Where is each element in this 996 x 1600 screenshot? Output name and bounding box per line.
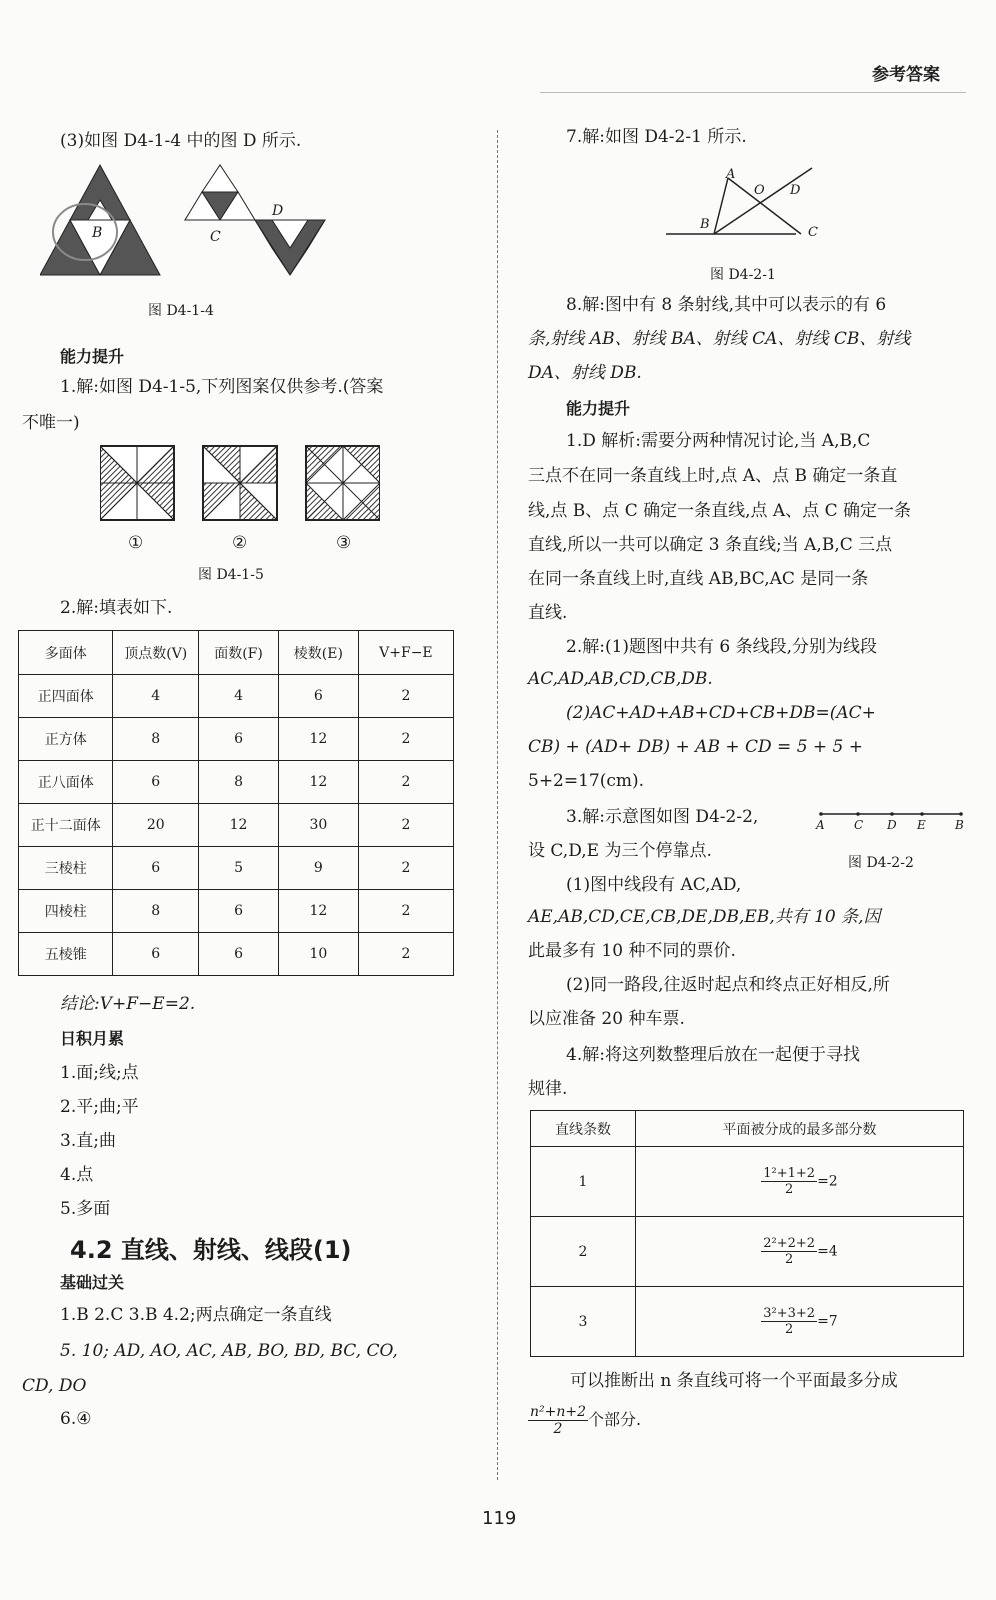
table-cell: 5 xyxy=(199,847,279,890)
ability-r3-line2: 设 C,D,E 为三个停靠点. xyxy=(528,841,712,861)
ability-r2-line4: CB) + (AD+ DB) + AB + CD = 5 + 5 + xyxy=(528,737,864,757)
fraction-result: =2 xyxy=(817,1173,838,1190)
answer-7: 7.解:如图 D4-2-1 所示. xyxy=(566,127,747,147)
ability-r4-line3: 可以推断出 n 条直线可将一个平面最多分成 xyxy=(570,1371,898,1391)
ability-r3-line1: 3.解:示意图如图 D4-2-2, xyxy=(566,807,759,827)
table-cell: 30 xyxy=(278,804,358,847)
basic-5-line2: CD, DO xyxy=(22,1376,87,1396)
fig144-label-d: D xyxy=(272,203,284,219)
answer-8-line1: 8.解:图中有 8 条射线,其中可以表示的有 6 xyxy=(566,295,887,315)
page-number: 119 xyxy=(482,1508,517,1529)
table-row xyxy=(19,718,454,761)
table-cell: 四棱柱 xyxy=(19,890,113,933)
fig221-label-c: C xyxy=(808,225,818,240)
table-cell: 6 xyxy=(199,718,279,761)
lines-table xyxy=(530,1110,964,1357)
fig221-label-b: B xyxy=(700,217,710,232)
table-cell: 8 xyxy=(113,890,199,933)
heading-daily: 日积月累 xyxy=(60,1029,125,1048)
fig222-label-b: B xyxy=(955,818,964,832)
table-cell: 6 xyxy=(278,675,358,718)
table-row xyxy=(531,1147,964,1217)
fig222-label-c: C xyxy=(854,818,864,832)
heading-ability-right: 能力提升 xyxy=(566,399,631,418)
daily-3: 3.直;曲 xyxy=(60,1131,116,1151)
daily-5: 5.多面 xyxy=(60,1199,111,1219)
table-row xyxy=(19,761,454,804)
fig145-number-2: ② xyxy=(232,533,248,553)
fig222-caption: 图 D4-2-2 xyxy=(848,855,914,871)
fig221-label-o: O xyxy=(754,183,765,198)
daily-1: 1.面;线;点 xyxy=(60,1063,139,1083)
answer-3: (3)如图 D4-1-4 中的图 D 所示. xyxy=(60,131,302,151)
table-header: 顶点数(V) xyxy=(113,631,199,675)
table-cell: 6 xyxy=(113,761,199,804)
heading-ability-left: 能力提升 xyxy=(60,347,125,366)
ability-r2-line1: 2.解:(1)题图中共有 6 条线段,分别为线段 xyxy=(566,637,878,657)
table-row xyxy=(19,675,454,718)
table-row xyxy=(19,890,454,933)
table-row xyxy=(19,847,454,890)
header-rule xyxy=(540,92,966,93)
table-cell: 6 xyxy=(113,847,199,890)
fraction-numerator: 1²+1+2 xyxy=(763,1166,816,1181)
ability-r2-line3: (2)AC+AD+AB+CD+CB+DB=(AC+ xyxy=(566,703,876,723)
table-cell: 2 xyxy=(358,761,453,804)
table-row xyxy=(531,1287,964,1357)
table-cell: 正八面体 xyxy=(19,761,113,804)
table-cell: 8 xyxy=(199,761,279,804)
table-cell xyxy=(636,1147,964,1217)
table-cell: 2 xyxy=(358,718,453,761)
table-cell: 三棱柱 xyxy=(19,847,113,890)
final-fraction-numerator: n²+n+2 xyxy=(530,1404,587,1420)
fraction xyxy=(761,1236,817,1267)
table-cell: 3 xyxy=(531,1287,636,1357)
ability-r1-line1: 1.D 解析:需要分两种情况讨论,当 A,B,C xyxy=(566,431,871,451)
table-cell: 12 xyxy=(278,890,358,933)
fig221-label-a: A xyxy=(726,167,736,182)
answer-8-line2: 条,射线 AB、射线 BA、射线 CA、射线 CB、射线 xyxy=(528,329,911,349)
daily-2: 2.平;曲;平 xyxy=(60,1097,139,1117)
table-cell: 9 xyxy=(278,847,358,890)
basic-1-4: 1.B 2.C 3.B 4.2;两点确定一条直线 xyxy=(60,1305,332,1325)
table-cell: 12 xyxy=(278,761,358,804)
table-cell: 6 xyxy=(199,933,279,976)
figure-d4-1-5 xyxy=(100,444,380,524)
ability-r3-line3: (1)图中线段有 AC,AD, xyxy=(566,875,742,895)
table-cell: 8 xyxy=(113,718,199,761)
fig144-caption: 图 D4-1-4 xyxy=(148,303,214,319)
final-fraction-denominator: 2 xyxy=(553,1421,563,1437)
fig222-label-a: A xyxy=(816,818,825,832)
header-title: 参考答案 xyxy=(872,65,940,85)
table-cell: 12 xyxy=(278,718,358,761)
ability-r1-line6: 直线. xyxy=(528,603,568,623)
heading-basic: 基础过关 xyxy=(60,1273,125,1292)
table-cell xyxy=(636,1217,964,1287)
fraction-result: =7 xyxy=(817,1313,838,1330)
table-header: 面数(F) xyxy=(199,631,279,675)
figure-d4-1-4 xyxy=(40,160,330,290)
basic-6: 6.④ xyxy=(60,1409,92,1429)
fraction-result: =4 xyxy=(817,1243,838,1260)
fig221-caption: 图 D4-2-1 xyxy=(710,267,776,283)
daily-4: 4.点 xyxy=(60,1165,94,1185)
table-header: 平面被分成的最多部分数 xyxy=(636,1111,964,1147)
ability-1-line1: 1.解:如图 D4-1-5,下列图案仅供参考.(答案 xyxy=(60,377,384,397)
table-header: 多面体 xyxy=(19,631,113,675)
basic-5-line1: 5. 10; AD, AO, AC, AB, BO, BD, BC, CO, xyxy=(60,1341,398,1361)
column-divider xyxy=(497,130,498,1480)
table-header: 直线条数 xyxy=(531,1111,636,1147)
table-cell: 1 xyxy=(531,1147,636,1217)
table-cell: 10 xyxy=(278,933,358,976)
fig222-label-e: E xyxy=(917,818,926,832)
answer-8-line3: DA、射线 DB. xyxy=(528,363,642,383)
table-cell: 4 xyxy=(199,675,279,718)
fig145-number-1: ① xyxy=(128,533,144,553)
ability-r1-line4: 直线,所以一共可以确定 3 条直线;当 A,B,C 三点 xyxy=(528,535,893,555)
fig144-label-b: B xyxy=(92,225,103,241)
table-cell: 4 xyxy=(113,675,199,718)
fraction xyxy=(761,1306,817,1337)
fraction xyxy=(761,1166,817,1197)
fraction-numerator: 3²+3+2 xyxy=(763,1306,816,1321)
table-cell: 正十二面体 xyxy=(19,804,113,847)
table-header: 棱数(E) xyxy=(278,631,358,675)
fraction-numerator: 2²+2+2 xyxy=(763,1236,816,1251)
table-cell: 6 xyxy=(199,890,279,933)
table-cell: 6 xyxy=(113,933,199,976)
table-cell: 2 xyxy=(531,1217,636,1287)
ability-r4-line1: 4.解:将这列数整理后放在一起便于寻找 xyxy=(566,1045,860,1065)
conclusion: 结论:V+F−E=2. xyxy=(60,994,196,1014)
fig144-label-c: C xyxy=(210,229,221,245)
table-row xyxy=(19,933,454,976)
final-fraction-tail: 个部分. xyxy=(588,1410,642,1429)
table-cell: 2 xyxy=(358,675,453,718)
fig145-number-3: ③ xyxy=(336,533,352,553)
ability-r4-line2: 规律. xyxy=(528,1079,568,1099)
final-fraction xyxy=(528,1404,588,1437)
table-cell: 五棱锥 xyxy=(19,933,113,976)
table-cell: 20 xyxy=(113,804,199,847)
table-cell: 2 xyxy=(358,933,453,976)
table-cell: 12 xyxy=(199,804,279,847)
table-cell: 2 xyxy=(358,890,453,933)
polyhedra-table xyxy=(18,630,454,976)
table-cell xyxy=(636,1287,964,1357)
fraction-denominator: 2 xyxy=(785,1322,794,1337)
ability-r3-line6: (2)同一路段,往返时起点和终点正好相反,所 xyxy=(566,975,890,995)
ability-r1-line3: 线,点 B、点 C 确定一条直线,点 A、点 C 确定一条 xyxy=(528,501,912,521)
ability-r3-line5: 此最多有 10 种不同的票价. xyxy=(528,941,736,961)
table-cell: 2 xyxy=(358,804,453,847)
ability-r2-line2: AC,AD,AB,CD,CB,DB. xyxy=(528,669,713,689)
ability-2: 2.解:填表如下. xyxy=(60,598,173,618)
ability-1-line2: 不唯一) xyxy=(22,413,80,433)
ability-r1-line2: 三点不在同一条直线上时,点 A、点 B 确定一条直 xyxy=(528,466,898,486)
table-cell: 正四面体 xyxy=(19,675,113,718)
section-title: 4.2 直线、射线、线段(1) xyxy=(70,1236,352,1264)
fraction-denominator: 2 xyxy=(785,1252,794,1267)
ability-r2-line5: 5+2=17(cm). xyxy=(528,771,645,791)
table-cell: 2 xyxy=(358,847,453,890)
final-fraction-line xyxy=(528,1404,641,1437)
fig222-label-d: D xyxy=(887,818,897,832)
table-row xyxy=(19,804,454,847)
table-cell: 正方体 xyxy=(19,718,113,761)
fraction-denominator: 2 xyxy=(785,1182,794,1197)
table-row xyxy=(531,1217,964,1287)
fig221-label-d: D xyxy=(790,183,801,198)
ability-r3-line4: AE,AB,CD,CE,CB,DE,DB,EB,共有 10 条,因 xyxy=(528,907,881,927)
ability-r3-line7: 以应准备 20 种车票. xyxy=(528,1009,685,1029)
fig145-caption: 图 D4-1-5 xyxy=(198,567,264,583)
table-header: V+F−E xyxy=(358,631,453,675)
ability-r1-line5: 在同一条直线上时,直线 AB,BC,AC 是同一条 xyxy=(528,569,869,589)
